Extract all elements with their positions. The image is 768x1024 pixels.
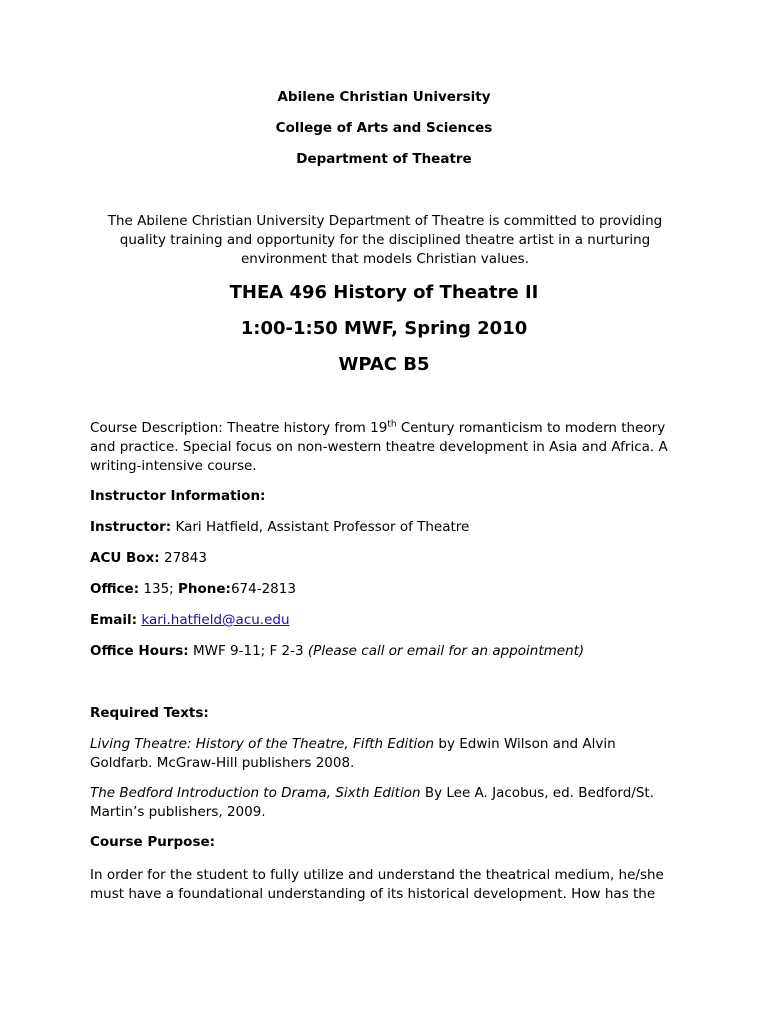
instructor-info-heading: Instructor Information: [90,488,266,504]
mission-statement: The Abilene Christian University Department of Theatre is committed to providing quality training and opportunity for the disciplined theatre artist in a nurturing environment that models Christian values. [107,213,663,267]
phone-label: Phone: [178,581,231,597]
required-texts-heading: Required Texts: [90,705,209,721]
instructor-value: Kari Hatfield, Assistant Professor of Theatre [171,519,470,535]
office-hours-note: (Please call or email for an appointment) [307,643,585,659]
email-line [90,611,680,630]
required-text-2 [90,784,680,822]
course-purpose-body: In order for the student to fully utilize and understand the theatrical medium, he/she must have a foundational understanding of its historical development. How has the [90,867,664,902]
office-label: Office: [90,581,140,597]
office-phone-line [90,580,680,599]
acu-box-label: ACU Box: [90,550,160,566]
department-name: Department of Theatre [296,151,472,167]
office-hours-line [90,642,680,661]
course-description [90,419,680,476]
instructor-line [90,518,680,537]
description-text-rest: Century romanticism to modern theory and practice. Special focus on non-western theatre development in Asia and Africa. A writing-intensive course. [90,420,668,474]
course-title: THEA 496 History of Theatre II [229,282,539,303]
instructor-label: Instructor: [90,519,172,535]
office-value: 135; [139,581,178,597]
required-text-2-details: By Lee A. Jacobus, ed. Bedford/St. Martin’s publishers, 2009. [90,785,654,820]
email-link[interactable]: kari.hatfield@acu.edu [141,612,290,628]
course-room: WPAC B5 [338,354,430,375]
acu-box-value: 27843 [159,550,207,566]
phone-value: 674-2813 [230,581,296,597]
required-text-2-title: The Bedford Introduction to Drama, Sixth Edition [90,785,421,801]
email-label: Email: [90,612,138,628]
required-text-1-title: Living Theatre: History of the Theatre, Fifth Edition [90,736,435,752]
course-schedule: 1:00-1:50 MWF, Spring 2010 [240,318,528,339]
course-purpose-heading: Course Purpose: [90,834,216,850]
required-text-1-details: by Edwin Wilson and Alvin Goldfarb. McGraw-Hill publishers 2008. [90,736,616,771]
college-name: College of Arts and Sciences [275,120,493,136]
description-text-start: Course Description: Theatre history from 19 [90,420,388,436]
office-hours-value: MWF 9-11; F 2-3 [188,643,308,659]
required-text-1 [90,735,680,773]
description-superscript: th [387,419,397,430]
acu-box-line [90,549,680,568]
office-hours-label: Office Hours: [90,643,189,659]
university-name: Abilene Christian University [277,89,491,105]
